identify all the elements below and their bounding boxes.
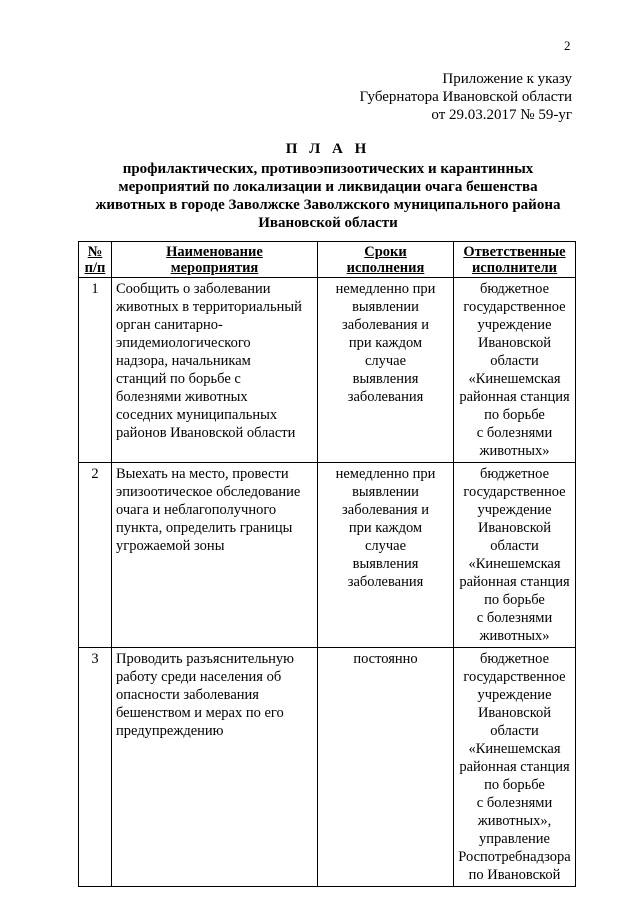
appendix-note: [359, 70, 572, 124]
table-row: [79, 278, 576, 463]
header-time: Сроки исполнения: [318, 242, 454, 278]
cell-responsible: бюджетное государственное учреждение Ивановской области «Кинешемская районная станция по борьбе с болезнями животных», управление Роспотребнадзора по Ивановской: [454, 648, 576, 887]
header-responsible: Ответственные исполнители: [454, 242, 576, 278]
plan-subtitle-line: мероприятий по локализации и ликвидации очага бешенства: [118, 179, 538, 195]
table-row: [79, 463, 576, 648]
cell-num: 1: [79, 278, 112, 463]
plan-subtitle-line: Ивановской области: [258, 215, 398, 231]
cell-time: немедленно при выявлении заболевания и при каждом случае выявления заболевания: [318, 463, 454, 648]
cell-name: Выехать на место, провести эпизоотическое обследование очага и неблагополучного пункта, определить границы угрожаемой зоны: [112, 463, 318, 648]
header-num: № п/п: [79, 242, 112, 278]
appendix-line: Губернатора Ивановской области: [359, 89, 572, 105]
plan-subtitle-line: профилактических, противоэпизоотических и карантинных: [122, 161, 534, 177]
cell-time: немедленно при выявлении заболевания и при каждом случае выявления заболевания: [318, 278, 454, 463]
cell-num: 2: [79, 463, 112, 648]
appendix-line: Приложение к указу: [442, 71, 572, 87]
table-header-row: [79, 242, 576, 278]
cell-num: 3: [79, 648, 112, 887]
plan-subtitle-line: животных в городе Заволжске Заволжского муниципального района: [95, 197, 561, 213]
plan-table: [78, 241, 576, 887]
table-row: [79, 648, 576, 887]
appendix-line: от 29.03.2017 № 59-уг: [431, 107, 572, 123]
cell-responsible: бюджетное государственное учреждение Ивановской области «Кинешемская районная станция по борьбе с болезнями животных»: [454, 278, 576, 463]
cell-name: Проводить разъяснительную работу среди населения об опасности заболевания бешенством и мерах по его предупреждению: [112, 648, 318, 887]
cell-responsible: бюджетное государственное учреждение Ивановской области «Кинешемская районная станция по борьбе с болезнями животных»: [454, 463, 576, 648]
cell-name: Сообщить о заболевании животных в территориальный орган санитарно- эпидемиологического надзора, начальникам станций по борьбе с болезнями животных соседних муниципальных районов Ивановской области: [112, 278, 318, 463]
cell-time: постоянно: [318, 648, 454, 887]
plan-heading: [80, 140, 576, 232]
plan-title: П Л А Н: [285, 141, 371, 157]
page-number: 2: [564, 38, 571, 53]
header-name: Наименование мероприятия: [112, 242, 318, 278]
